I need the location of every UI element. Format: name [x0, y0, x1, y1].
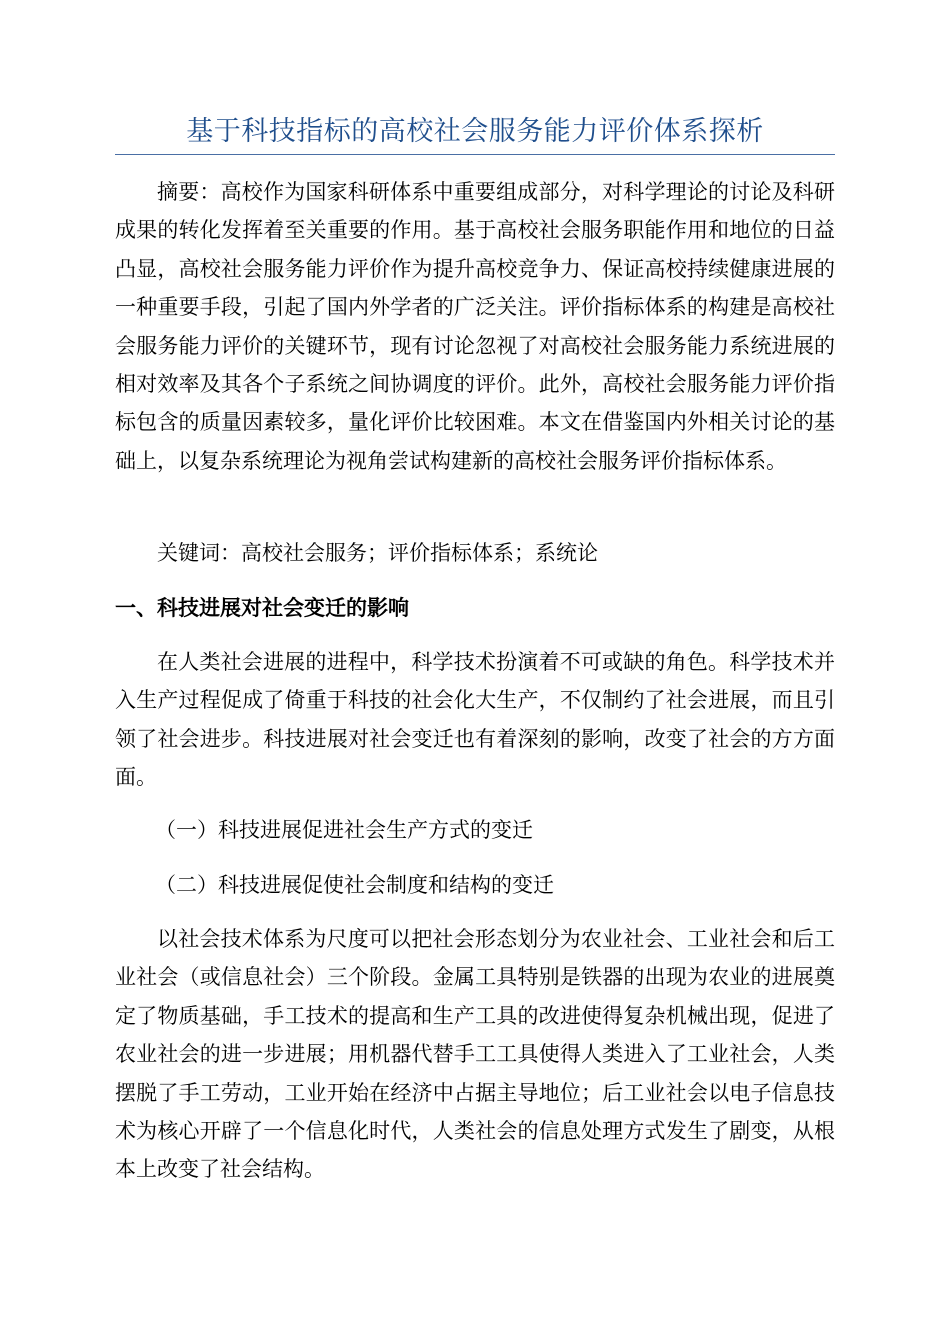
subsection2-paragraph: 以社会技术体系为尺度可以把社会形态划分为农业社会、工业社会和后工业社会（或信息社会）三个阶段。金属工具特别是铁器的出现为农业的进展奠定了物质基础，手工技术的提高和生产工具的改进使得复杂机械出现，促进了农业社会的进一步进展；用机器代替手工工具使得人类进入了工业社会，人类摆脱了手工劳动，工业开始在经济中占据主导地位；后工业社会以电子信息技术为核心开辟了一个信息化时代，人类社会的信息处理方式发生了剧变，从根本上改变了社会结构。 — [115, 927, 835, 1182]
keywords-line: 关键词：高校社会服务；评价指标体系；系统论 — [157, 541, 598, 565]
title-underline — [115, 154, 835, 155]
abstract-paragraph: 摘要：高校作为国家科研体系中重要组成部分，对科学理论的讨论及科研成果的转化发挥着至关重要的作用。基于高校社会服务职能作用和地位的日益凸显，高校社会服务能力评价作为提升高校竞争力、保证高校持续健康进展的一种重要手段，引起了国内外学者的广泛关注。评价指标体系的构建是高校社会服务能力评价的关键环节，现有讨论忽视了对高校社会服务能力系统进展的相对效率及其各个子系统之间协调度的评价。此外，高校社会服务能力评价指标包含的质量因素较多，量化评价比较困难。本文在借鉴国内外相关讨论的基础上，以复杂系统理论为视角尝试构建新的高校社会服务评价指标体系。 — [115, 180, 835, 473]
subsection-heading-1: （一）科技进展促进社会生产方式的变迁 — [155, 818, 533, 842]
section-heading-1: 一、科技进展对社会变迁的影响 — [115, 596, 409, 620]
document-title: 基于科技指标的高校社会服务能力评价体系探析 — [186, 116, 764, 147]
section1-paragraph: 在人类社会进展的进程中，科学技术扮演着不可或缺的角色。科学技术并入生产过程促成了倚重于科技的社会化大生产，不仅制约了社会进展，而且引领了社会进步。科技进展对社会变迁也有着深刻的影响，改变了社会的方方面面。 — [115, 650, 835, 790]
subsection-heading-2: （二）科技进展促使社会制度和结构的变迁 — [155, 873, 554, 897]
